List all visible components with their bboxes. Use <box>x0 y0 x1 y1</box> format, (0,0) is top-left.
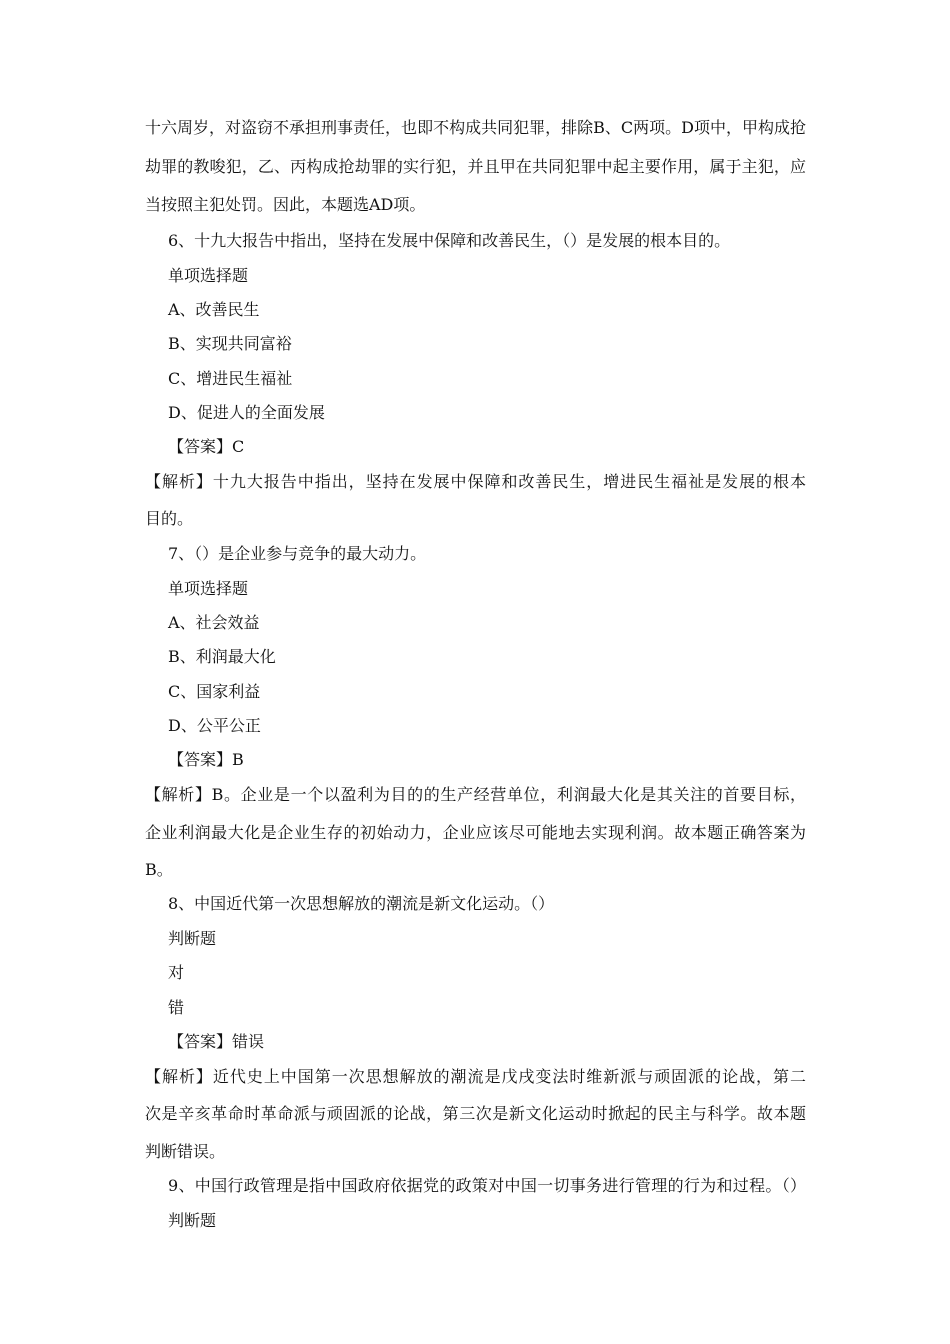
question-7-option-d: D、公平公正 <box>168 716 261 735</box>
question-7-analysis: 企业利润最大化是企业生存的初始动力，企业应该尽可能地去实现利润。故本题正确答案为 <box>145 823 806 842</box>
paragraph-line: 劫罪的教唆犯，乙、丙构成抢劫罪的实行犯，并且甲在共同犯罪中起主要作用，属于主犯，应 <box>145 157 806 176</box>
question-7-analysis: 【解析】B。企业是一个以盈利为目的的生产经营单位，利润最大化是其关注的首要目标， <box>145 785 806 804</box>
question-9-type: 判断题 <box>168 1211 217 1230</box>
question-7-option-c: C、国家利益 <box>168 682 261 701</box>
question-7-option-b: B、利润最大化 <box>168 647 276 666</box>
paragraph-line: 当按照主犯处罚。因此，本题选AD项。 <box>145 195 426 214</box>
question-7-analysis: B。 <box>145 860 173 879</box>
question-7-text: 7、（）是企业参与竞争的最大动力。 <box>168 544 427 563</box>
paragraph-line: 十六周岁，对盗窃不承担刑事责任，也即不构成共同犯罪，排除B、C两项。D项中，甲构成抢 <box>145 118 806 137</box>
question-7-type: 单项选择题 <box>168 579 249 598</box>
question-6-type: 单项选择题 <box>168 266 249 285</box>
question-6-analysis: 目的。 <box>145 509 194 528</box>
question-8-answer: 【答案】错误 <box>168 1032 265 1051</box>
question-8-analysis: 次是辛亥革命时革命派与顽固派的论战，第三次是新文化运动时掀起的民主与科学。故本题 <box>145 1104 806 1123</box>
question-6-analysis: 【解析】十九大报告中指出，坚持在发展中保障和改善民生，增进民生福祉是发展的根本 <box>145 472 806 491</box>
question-6-answer: 【答案】C <box>168 437 245 456</box>
question-8-analysis: 【解析】近代史上中国第一次思想解放的潮流是戊戌变法时维新派与顽固派的论战，第二 <box>145 1067 806 1086</box>
question-6-option-b: B、实现共同富裕 <box>168 334 292 353</box>
question-8-option-false: 错 <box>168 998 185 1017</box>
question-8-text: 8、中国近代第一次思想解放的潮流是新文化运动。（） <box>168 894 555 913</box>
question-7-answer: 【答案】B <box>168 750 244 769</box>
question-8-type: 判断题 <box>168 929 217 948</box>
question-8-analysis: 判断错误。 <box>145 1142 226 1161</box>
question-6-option-d: D、促进人的全面发展 <box>168 403 325 422</box>
question-9-text: 9、中国行政管理是指中国政府依据党的政策对中国一切事务进行管理的行为和过程。（） <box>168 1176 806 1195</box>
question-6-option-a: A、改善民生 <box>168 300 260 319</box>
question-8-option-true: 对 <box>168 963 185 982</box>
question-6-option-c: C、增进民生福祉 <box>168 369 293 388</box>
question-7-option-a: A、社会效益 <box>168 613 260 632</box>
question-6-text: 6、十九大报告中指出，坚持在发展中保障和改善民生，（）是发展的根本目的。 <box>168 231 731 250</box>
